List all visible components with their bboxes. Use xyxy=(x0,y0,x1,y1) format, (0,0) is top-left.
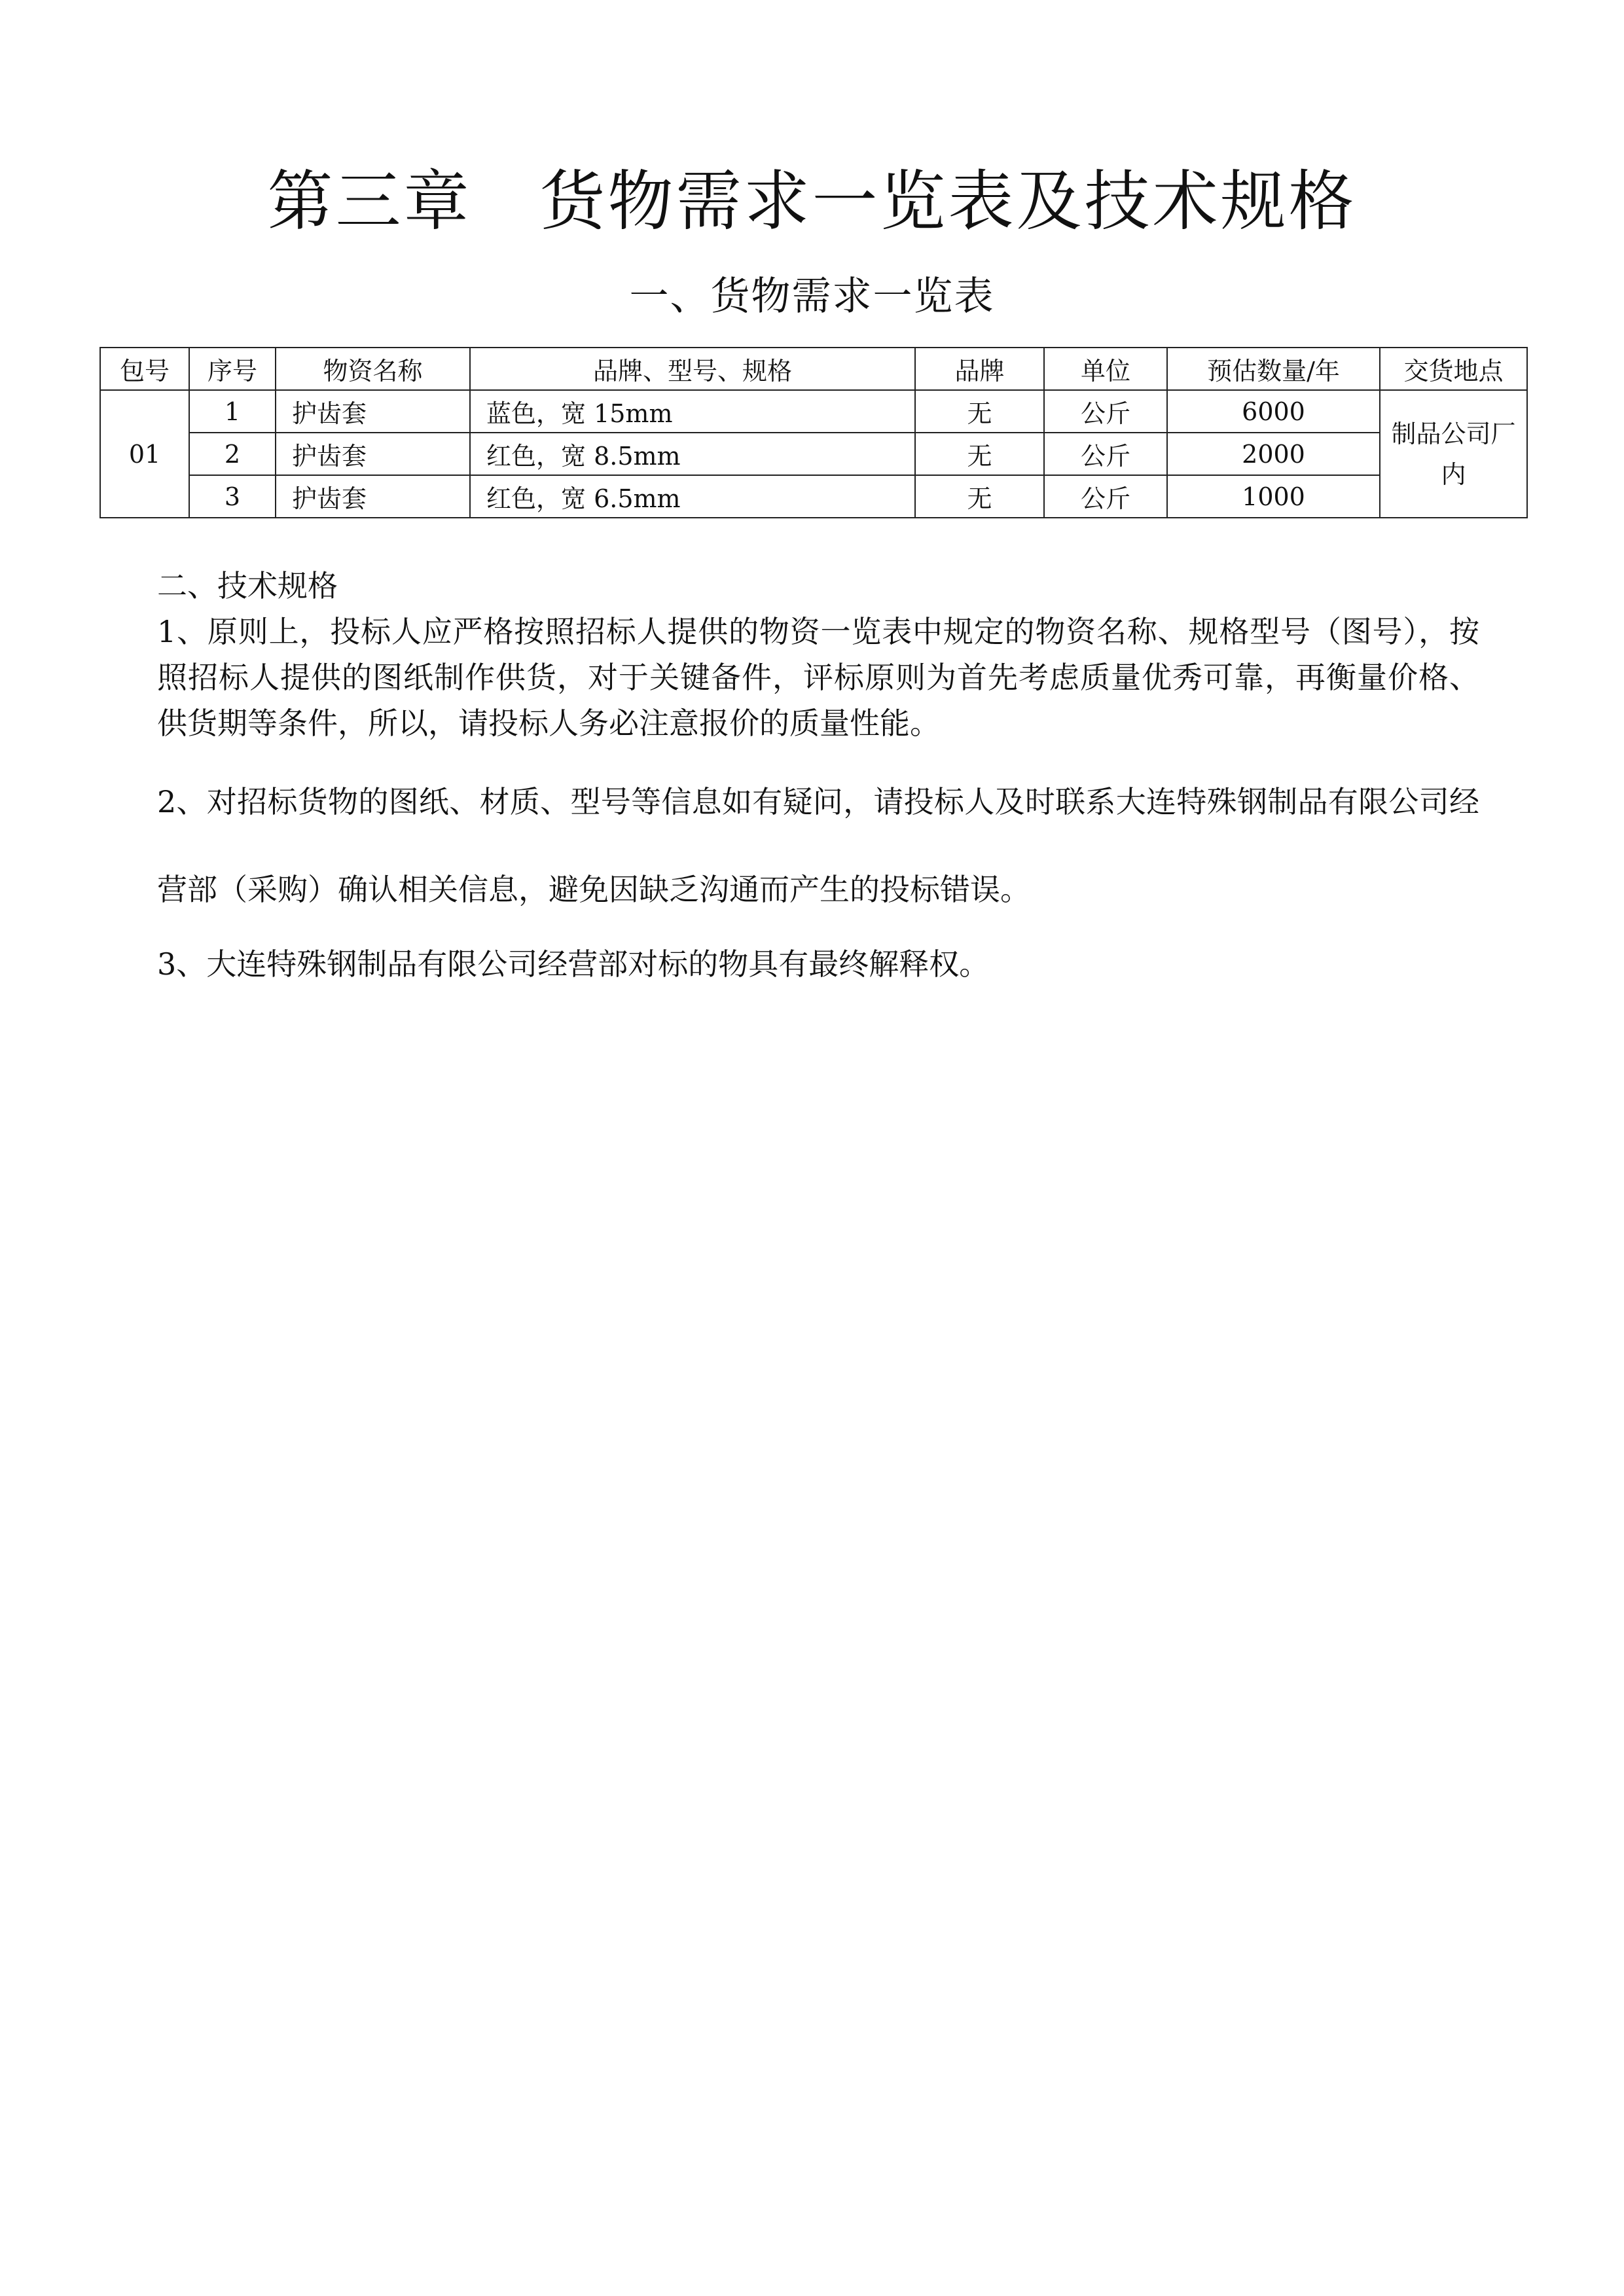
cell-seq: 3 xyxy=(189,475,276,518)
header-brand: 品牌 xyxy=(915,348,1044,390)
header-seq: 序号 xyxy=(189,348,276,390)
cell-material-name: 护齿套 xyxy=(276,390,470,433)
cell-material-name: 护齿套 xyxy=(276,433,470,475)
cell-brand: 无 xyxy=(915,475,1044,518)
cell-package-no: 01 xyxy=(100,390,189,518)
header-delivery-place: 交货地点 xyxy=(1380,348,1527,390)
header-package-no: 包号 xyxy=(100,348,189,390)
cell-delivery-place: 制品公司厂内 xyxy=(1380,390,1527,518)
tech-spec-heading: 二、技术规格 xyxy=(157,568,338,603)
cell-spec: 蓝色，宽 15mm xyxy=(470,390,915,433)
cell-brand: 无 xyxy=(915,390,1044,433)
header-material-name: 物资名称 xyxy=(276,348,470,390)
table-row xyxy=(100,390,1527,433)
page-title: 第三章 货物需求一览表及技术规格 xyxy=(267,163,1357,240)
cell-spec: 红色，宽 8.5mm xyxy=(470,433,915,475)
section-title-goods-list: 一、货物需求一览表 xyxy=(629,274,995,319)
cell-material-name: 护齿套 xyxy=(276,475,470,518)
cell-quantity: 1000 xyxy=(1167,475,1380,518)
tech-spec-paragraph-1: 1、原则上，投标人应严格按照招标人提供的物资一览表中规定的物资名称、规格型号（图号），按照招标人提供的图纸制作供货，对于关键备件，评标原则为首先考虑质量优秀可靠，再衡量价格、供货期等条件，所以，请投标人务必注意报价的质量性能。 xyxy=(157,614,1479,741)
table-header-row xyxy=(100,348,1527,390)
cell-seq: 1 xyxy=(189,390,276,433)
tech-spec-section xyxy=(157,563,1479,987)
table-row xyxy=(100,475,1527,518)
table-row xyxy=(100,433,1527,475)
cell-quantity: 6000 xyxy=(1167,390,1380,433)
cell-quantity: 2000 xyxy=(1167,433,1380,475)
cell-unit: 公斤 xyxy=(1044,433,1167,475)
tech-spec-paragraph-3: 3、大连特殊钢制品有限公司经营部对标的物具有最终解释权。 xyxy=(157,946,990,982)
goods-requirement-table xyxy=(99,347,1528,518)
header-unit: 单位 xyxy=(1044,348,1167,390)
cell-unit: 公斤 xyxy=(1044,475,1167,518)
header-spec: 品牌、型号、规格 xyxy=(470,348,915,390)
cell-spec: 红色，宽 6.5mm xyxy=(470,475,915,518)
cell-seq: 2 xyxy=(189,433,276,475)
cell-brand: 无 xyxy=(915,433,1044,475)
header-quantity: 预估数量/年 xyxy=(1167,348,1380,390)
cell-unit: 公斤 xyxy=(1044,390,1167,433)
tech-spec-paragraph-2: 2、对招标货物的图纸、材质、型号等信息如有疑问，请投标人及时联系大连特殊钢制品有限公司经营部（采购）确认相关信息，避免因缺乏沟通而产生的投标错误。 xyxy=(157,784,1479,907)
